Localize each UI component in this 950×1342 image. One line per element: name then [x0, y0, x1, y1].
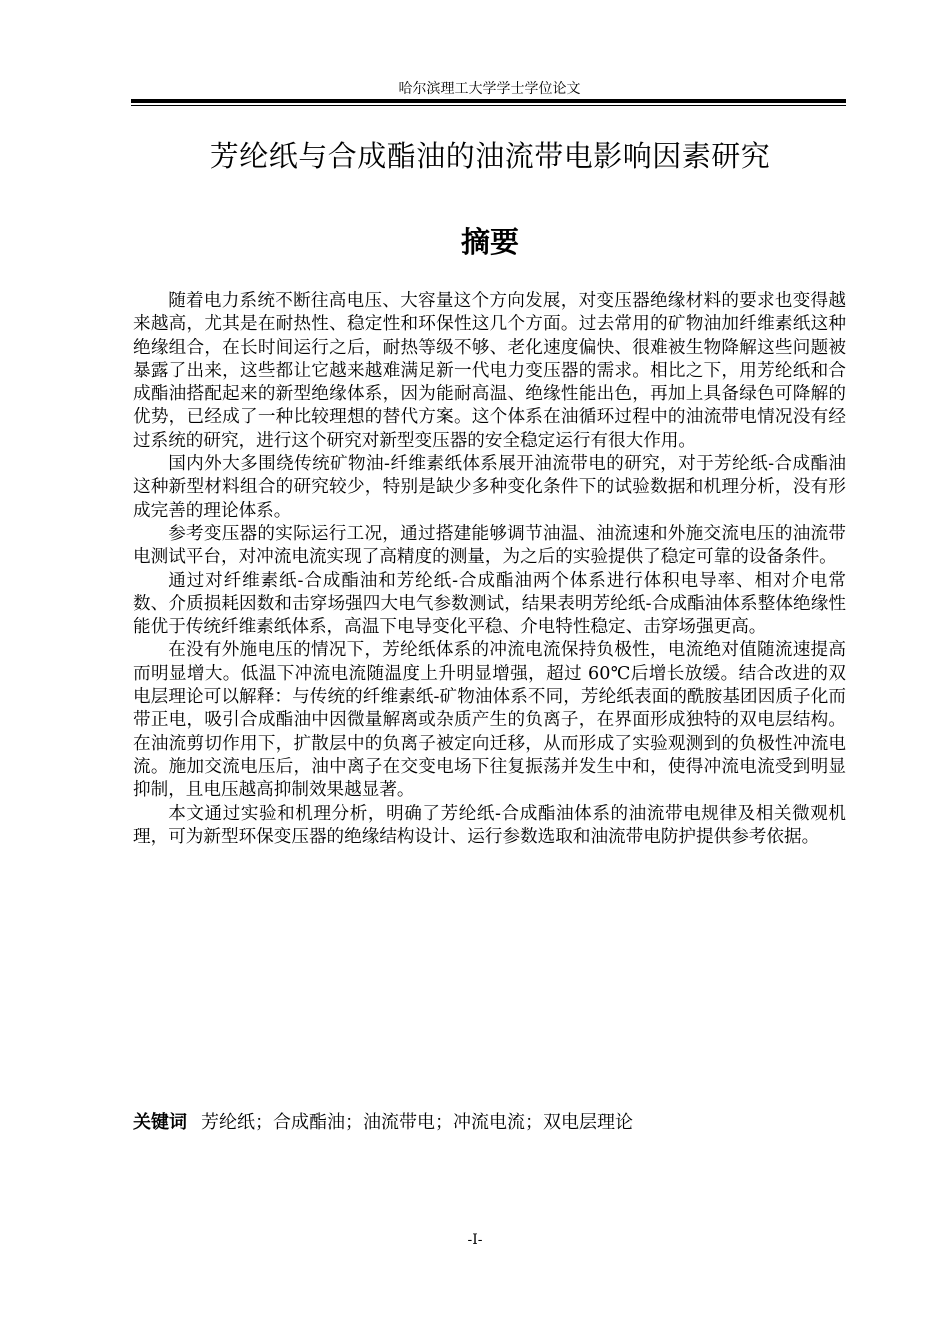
header-rule-thin — [131, 105, 846, 106]
page-number: -I- — [467, 1232, 483, 1248]
abstract-paragraph: 本文通过实验和机理分析，明确了芳纶纸-合成酯油体系的油流带电规律及相关微观机理，可为新型环保变压器的绝缘结构设计、运行参数选取和油流带电防护提供参考依据。 — [133, 803, 846, 847]
abstract-paragraph: 随着电力系统不断往高电压、大容量这个方向发展，对变压器绝缘材料的要求也变得越来越高，尤其是在耐热性、稳定性和环保性这几个方面。过去常用的矿物油加纤维素纸这种绝缘组合，在长时间运行之后，耐热等级不够、老化速度偏快、很难被生物降解这些问题被暴露了出来，这些都让它越来越难满足新一代电力变压器的需求。相比之下，用芳纶纸和合成酯油搭配起来的新型绝缘体系，因为能耐高温、绝缘性能出色，再加上具备绿色可降解的优势，已经成了一种比较理想的替代方案。这个体系在油循环过程中的油流带电情况没有经过系统的研究，进行这个研究对新型变压器的安全稳定运行有很大作用。 — [133, 291, 846, 451]
keywords-line — [133, 1108, 846, 1134]
abstract-heading: 摘要 — [460, 225, 519, 259]
abstract-paragraph: 国内外大多围绕传统矿物油-纤维素纸体系展开油流带电的研究，对于芳纶纸-合成酯油这种新型材料组合的研究较少，特别是缺少多种变化条件下的试验数据和机理分析，没有形成完善的理论体系。 — [133, 454, 846, 521]
keywords-text: 芳纶纸；合成酯油；油流带电；冲流电流；双电层理论 — [201, 1112, 633, 1133]
abstract-paragraph: 通过对纤维素纸-合成酯油和芳纶纸-合成酯油两个体系进行体积电导率、相对介电常数、介质损耗因数和击穿场强四大电气参数测试，结果表明芳纶纸-合成酯油体系整体绝缘性能优于传统纤维素纸体系，高温下电导变化平稳、介电特性稳定、击穿场强更高。 — [133, 570, 846, 638]
abstract-body — [133, 290, 846, 849]
thesis-title: 芳纶纸与合成酯油的油流带电影响因素研究 — [209, 139, 771, 173]
abstract-paragraph: 参考变压器的实际运行工况，通过搭建能够调节油温、油流速和外施交流电压的油流带电测试平台，对冲流电流实现了高精度的测量，为之后的实验提供了稳定可靠的设备条件。 — [133, 523, 846, 568]
header-rule-thick — [131, 99, 846, 103]
abstract-paragraph: 在没有外施电压的情况下，芳纶纸体系的冲流电流保持负极性，电流绝对值随流速提高而明显增大。低温下冲流电流随温度上升明显增强，超过 60℃后增长放缓。结合改进的双电层理论可以解释：与传统的纤维素纸-矿物油体系不同，芳纶纸表面的酰胺基团因质子化而带正电，吸引合成酯油中因微量解离或杂质产生的负离子，在界面形成独特的双电层结构。在油流剪切作用下，扩散层中的负离子被定向迁移，从而形成了实验观测到的负极性冲流电流。施加交流电压后，油中离子在交变电场下往复振荡并发生中和，使得冲流电流受到明显抑制，且电压越高抑制效果越显著。 — [133, 640, 846, 801]
running-header: 哈尔滨理工大学学士学位论文 — [398, 81, 581, 97]
keywords-label: 关键词 — [133, 1112, 187, 1133]
